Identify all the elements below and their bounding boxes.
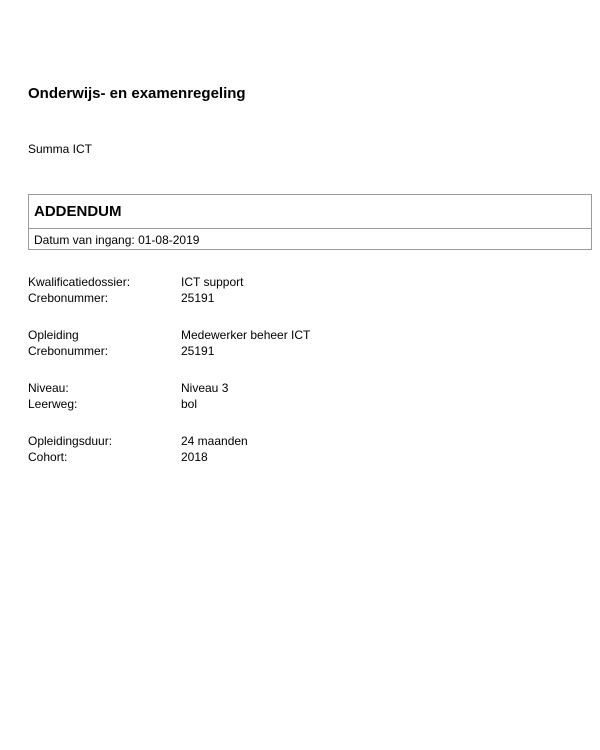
info-row [28,275,428,291]
page-title: Onderwijs- en examenregeling [28,85,246,102]
info-label: Opleidingsduur: [28,434,113,448]
info-row [28,328,428,344]
info-value: 2018 [181,450,208,464]
info-row [28,344,428,360]
info-row [28,381,428,397]
info-value: 24 maanden [181,434,248,448]
info-group-education [28,328,428,360]
info-label: Kwalificatiedossier: [28,275,131,289]
organization-name: Summa ICT [28,142,93,156]
info-value: Medewerker beheer ICT [181,328,311,342]
info-label: Opleiding [28,328,79,342]
addendum-title: ADDENDUM [29,195,591,229]
info-row [28,291,428,307]
info-group-level [28,381,428,413]
info-row [28,397,428,413]
info-value: 25191 [181,344,215,358]
info-row [28,434,428,450]
info-label: Crebonummer: [28,291,109,305]
addendum-box [28,194,592,250]
info-value: 25191 [181,291,215,305]
addendum-effective-date: Datum van ingang: 01-08-2019 [34,233,200,247]
info-label: Leerweg: [28,397,78,411]
info-value: Niveau 3 [181,381,229,395]
info-value: ICT support [181,275,244,289]
info-group-duration [28,434,428,466]
info-row [28,450,428,466]
info-label: Crebonummer: [28,344,109,358]
info-label: Cohort: [28,450,68,464]
info-label: Niveau: [28,381,69,395]
info-value: bol [181,397,198,411]
info-group-qualification [28,275,428,307]
